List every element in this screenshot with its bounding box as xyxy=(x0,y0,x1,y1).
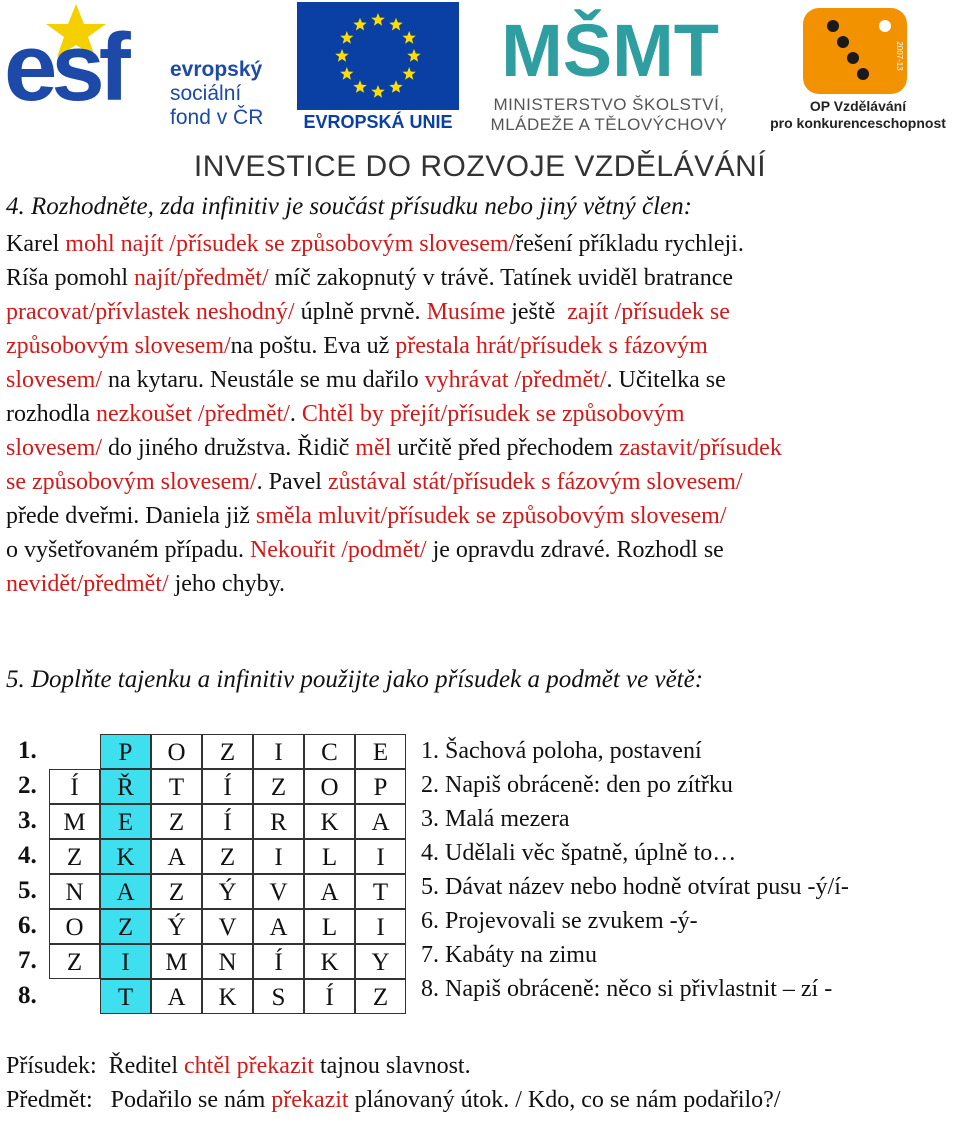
esf-line-2: sociální xyxy=(170,82,242,105)
eu-star xyxy=(389,80,402,93)
row-number: 3. xyxy=(18,807,37,834)
crossword-cell: K xyxy=(304,944,355,979)
crossword-cell: Ý xyxy=(151,909,202,944)
answer-segment: slovesem/ xyxy=(6,367,102,393)
row-number: 1. xyxy=(18,737,37,764)
text-segment: Ríša pomohl xyxy=(6,265,135,291)
task5-heading: 5. Doplňte tajenku a infinitiv použijte jako přísudek a podmět ve větě: xyxy=(6,666,704,693)
crossword-cell: Z xyxy=(355,979,406,1014)
crossword-cell: L xyxy=(304,839,355,874)
row-number: 2. xyxy=(18,772,37,799)
crossword-cell: I xyxy=(253,734,304,769)
tajenka-cell: K xyxy=(100,839,151,874)
crossword-cell: A xyxy=(304,874,355,909)
crossword-row xyxy=(14,839,414,874)
clue-5: 5. Dávat název nebo hodně otvírat pusu -ý/í- xyxy=(421,874,849,900)
eu-star xyxy=(340,67,353,80)
prisudek-red-2: překazit xyxy=(236,1053,314,1079)
crossword-cell: Z xyxy=(253,769,304,804)
answer-segment: Chtěl by přejít/přísudek se způsobovým xyxy=(301,401,685,427)
crossword-cell: Ý xyxy=(202,874,253,909)
clue-6: 6. Projevovali se zvukem -ý- xyxy=(421,908,698,934)
answer-segment: najít/předmět/ xyxy=(134,265,269,291)
answer-segment: pracovat/přívlastek neshodný/ xyxy=(6,299,295,325)
op-text xyxy=(770,98,946,132)
clue-3: 3. Malá mezera xyxy=(421,806,570,832)
crossword-row xyxy=(14,874,414,909)
text-segment: řešení příkladu rychleji. xyxy=(515,231,744,257)
crossword-cell: K xyxy=(202,979,253,1014)
clue-8: 8. Napiš obráceně: něco si přivlastnit – zí - xyxy=(421,976,833,1002)
prisudek-post: tajnou slavnost. xyxy=(313,1053,471,1079)
eu-star xyxy=(353,18,366,31)
eu-star xyxy=(389,18,402,31)
clue-2: 2. Napiš obráceně: den po zítřku xyxy=(421,772,733,798)
prisudek-label: Přísudek: xyxy=(6,1053,97,1079)
investice-banner: INVESTICE DO ROZVOJE VZDĚLÁVÁNÍ xyxy=(193,150,767,183)
crossword-cell: I xyxy=(253,839,304,874)
answer-segment: mohl najít /přísudek se způsobovým slovesem/ xyxy=(65,231,516,257)
msmt-letters: MŠMT xyxy=(501,9,719,92)
eu-star xyxy=(403,31,416,44)
crossword-cell: K xyxy=(304,804,355,839)
eu-stars-icon xyxy=(297,2,459,110)
answer-segment: slovesem/ xyxy=(6,435,102,461)
text-segment: přede dveřmi. Daniela již xyxy=(6,503,256,529)
crossword-cell: Í xyxy=(202,769,253,804)
eu-star xyxy=(403,67,416,80)
crossword-cell: Z xyxy=(151,804,202,839)
op-badge-icon xyxy=(795,6,915,98)
crossword-cell: M xyxy=(151,944,202,979)
msmt-text xyxy=(468,95,750,135)
crossword-row xyxy=(14,804,414,839)
crossword-cell: Z xyxy=(202,839,253,874)
crossword-cell: O xyxy=(49,909,100,944)
prisudek-pre: Ředitel xyxy=(96,1053,184,1079)
predmet-pre: Podařilo se nám xyxy=(92,1087,272,1113)
row-number: 5. xyxy=(18,877,37,904)
answer-segment: nezkoušet /předmět/ xyxy=(95,401,290,427)
text-segment: jeho chyby. xyxy=(168,571,286,597)
crossword-row xyxy=(14,909,414,944)
row-number: 8. xyxy=(18,982,37,1009)
esf-letters: esf xyxy=(4,14,125,121)
esf-line-3: fond v ČR xyxy=(170,106,264,129)
tajenka-cell: P xyxy=(100,734,151,769)
row-number: 6. xyxy=(18,912,37,939)
text-segment: úplně prvně. xyxy=(294,299,427,325)
task4-heading: 4. Rozhodněte, zda infinitiv je součást přísudku nebo jiný větný člen: xyxy=(6,193,692,220)
crossword-row xyxy=(14,769,414,804)
eu-star xyxy=(407,49,420,62)
crossword-cell: T xyxy=(151,769,202,804)
esf-text xyxy=(170,58,263,130)
tajenka-cell: T xyxy=(100,979,151,1014)
crossword-row xyxy=(14,734,414,769)
eu-star xyxy=(371,13,384,26)
answer-segment: zůstával stát/přísudek s fázovým slovesem/ xyxy=(327,469,743,495)
eu-star xyxy=(335,49,348,62)
crossword-cell: Z xyxy=(49,944,100,979)
crossword-cell: O xyxy=(304,769,355,804)
crossword-row xyxy=(14,979,414,1014)
crossword-cell: A xyxy=(151,839,202,874)
crossword-cell: Y xyxy=(355,944,406,979)
crossword-cell: A xyxy=(253,909,304,944)
crossword-clues xyxy=(421,734,849,1006)
msmt-mark-icon xyxy=(501,4,719,92)
text-segment: míč zakopnutý v trávě. Tatínek uviděl bratrance xyxy=(268,265,734,291)
crossword-cell: O xyxy=(151,734,202,769)
crossword-cell: N xyxy=(49,874,100,909)
task4-paragraph xyxy=(6,227,956,601)
text-segment: na kytaru. Neustále se mu dařilo xyxy=(102,367,425,393)
answer-segment: Nekouřit /podmět/ xyxy=(249,537,427,563)
text-segment: je opravdu zdravé. Rozhodl se xyxy=(426,537,724,563)
clue-7: 7. Kabáty na zimu xyxy=(421,942,597,968)
crossword-cell: A xyxy=(151,979,202,1014)
answer-segment: zastavit/přísudek xyxy=(619,435,782,461)
answer-segment: směla mluvit/přísudek se způsobovým slovesem/ xyxy=(255,503,727,529)
op-year: 2007-13 xyxy=(895,41,904,71)
answer-segment: vyhrávat /předmět/ xyxy=(424,367,607,393)
op-line-2: pro konkurenceschopnost xyxy=(770,115,946,131)
eu-flag xyxy=(297,2,459,110)
crossword-cell: M xyxy=(49,804,100,839)
eu-label: EVROPSKÁ UNIE xyxy=(303,112,453,132)
crossword-cell: I xyxy=(355,839,406,874)
crossword-row xyxy=(14,944,414,979)
row-number: 7. xyxy=(18,947,37,974)
crossword-cell: E xyxy=(355,734,406,769)
prisudek-red-1: chtěl xyxy=(184,1053,231,1079)
text-segment: . Pavel xyxy=(256,469,328,495)
crossword-cell: C xyxy=(304,734,355,769)
eu-star xyxy=(371,85,384,98)
tajenka-cell: I xyxy=(100,944,151,979)
clue-1: 1. Šachová poloha, postavení xyxy=(421,738,702,764)
answer-segment: Musíme xyxy=(426,299,506,325)
clue-4: 4. Udělali věc špatně, úplně to… xyxy=(421,840,737,866)
text-segment: . Učitelka se xyxy=(606,367,726,393)
prisudek-line xyxy=(6,1053,471,1080)
crossword-cell: P xyxy=(355,769,406,804)
text-segment: o vyšetřovaném případu. xyxy=(6,537,250,563)
crossword-cell: Í xyxy=(49,769,100,804)
crossword-cell: V xyxy=(253,874,304,909)
predmet-line xyxy=(6,1087,781,1114)
msmt-line-1: MINISTERSTVO ŠKOLSTVÍ, xyxy=(493,95,725,114)
crossword-cell: A xyxy=(355,804,406,839)
tajenka-cell: Z xyxy=(100,909,151,944)
crossword-cell: Z xyxy=(49,839,100,874)
op-line-1: OP Vzdělávání xyxy=(809,98,907,114)
answer-segment: nevidět/předmět/ xyxy=(6,571,169,597)
text-segment: . xyxy=(289,401,302,427)
header-logos xyxy=(0,0,960,190)
text-segment: rozhodla xyxy=(6,401,96,427)
crossword-cell: Í xyxy=(253,944,304,979)
predmet-post: plánovaný útok. / Kdo, co se nám podařilo?/ xyxy=(348,1087,781,1113)
row-number: 4. xyxy=(18,842,37,869)
crossword-cell: S xyxy=(253,979,304,1014)
crossword-cell: V xyxy=(202,909,253,944)
text-segment: určitě před přechodem xyxy=(391,435,620,461)
answer-segment: se způsobovým slovesem/ xyxy=(6,469,257,495)
crossword-cell: L xyxy=(304,909,355,944)
crossword-cell: Z xyxy=(202,734,253,769)
tajenka-cell: A xyxy=(100,874,151,909)
answer-segment: měl xyxy=(355,435,392,461)
msmt-line-2: MLÁDEŽE A TĚLOVÝCHOVY xyxy=(490,115,728,134)
crossword-cell: R xyxy=(253,804,304,839)
esf-line-1: evropský xyxy=(170,58,263,81)
crossword-cell: Z xyxy=(151,874,202,909)
answer-segment: přestala hrát/přísudek s fázovým xyxy=(395,333,708,359)
predmet-red: překazit xyxy=(271,1087,349,1113)
crossword-cell: Í xyxy=(202,804,253,839)
text-segment: do jiného družstva. Řidič xyxy=(102,435,356,461)
tajenka-cell: Ř xyxy=(100,769,151,804)
answer-segment: zajít /přísudek se xyxy=(561,299,730,325)
text-segment: na poštu. Eva už xyxy=(230,333,396,359)
crossword-cell: I xyxy=(355,909,406,944)
text-segment: Karel xyxy=(6,231,66,257)
eu-star xyxy=(340,31,353,44)
eu-star xyxy=(353,80,366,93)
crossword-cell: T xyxy=(355,874,406,909)
crossword-cell: N xyxy=(202,944,253,979)
crossword-cell: Í xyxy=(304,979,355,1014)
text-segment: ještě xyxy=(505,299,562,325)
tajenka-cell: E xyxy=(100,804,151,839)
predmet-label: Předmět: xyxy=(6,1087,93,1113)
answer-segment: způsobovým slovesem/ xyxy=(6,333,231,359)
